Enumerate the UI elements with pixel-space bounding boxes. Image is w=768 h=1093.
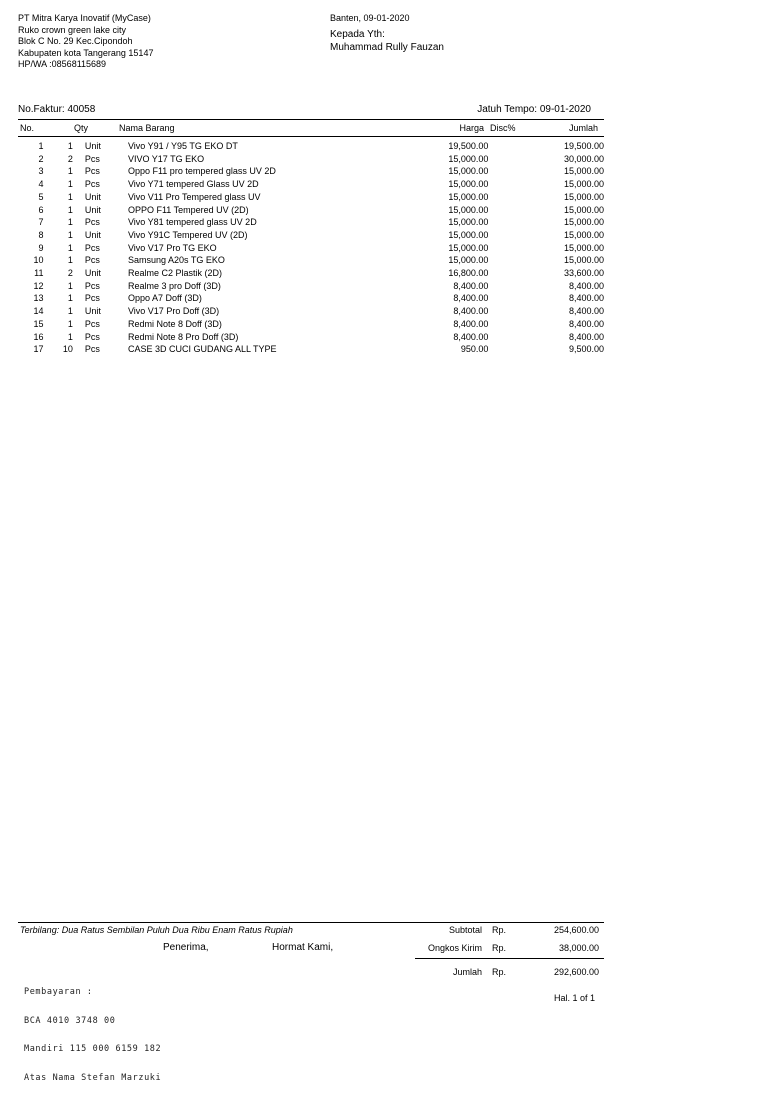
footer-top-rule	[18, 922, 604, 923]
items-table	[18, 140, 604, 356]
item-total: 15,000.00	[563, 255, 604, 266]
item-name: CASE 3D CUCI GUDANG ALL TYPE	[127, 344, 277, 355]
item-total: 15,000.00	[563, 191, 604, 202]
item-disc	[488, 292, 527, 305]
item-qty: 10	[62, 344, 73, 355]
due-date: Jatuh Tempo: 09-01-2020	[477, 104, 591, 115]
item-no: 2	[38, 153, 44, 164]
table-row	[18, 331, 604, 344]
item-no: 3	[38, 166, 44, 177]
item-unit: Unit	[84, 306, 101, 317]
item-price: 16,800.00	[448, 268, 489, 279]
recipient-name: Muhammad Rully Fauzan	[330, 41, 444, 53]
subtotal-value: 254,600.00	[553, 925, 599, 935]
table-row	[18, 242, 604, 255]
item-disc	[488, 216, 527, 229]
item-qty: 1	[67, 280, 73, 291]
subtotal-currency: Rp.	[492, 925, 507, 935]
item-no: 8	[38, 229, 44, 240]
item-no: 13	[33, 293, 44, 304]
item-price: 19,500.00	[448, 141, 489, 151]
column-header-no: No.	[20, 123, 35, 133]
item-price: 8,400.00	[453, 306, 489, 317]
page-number: Hal. 1 of 1	[553, 993, 595, 1003]
shipping-currency: Rp.	[492, 943, 507, 953]
item-disc	[488, 254, 527, 267]
item-qty: 1	[67, 318, 73, 329]
item-name: Redmi Note 8 Doff (3D)	[127, 318, 222, 329]
item-unit: Unit	[84, 141, 101, 151]
item-total: 30,000.00	[563, 153, 604, 164]
item-price: 15,000.00	[448, 204, 489, 215]
invoice-number: No.Faktur: 40058	[18, 104, 96, 115]
table-row	[18, 254, 604, 267]
company-address-line: Blok C No. 29 Kec.Cipondoh	[18, 36, 133, 46]
item-unit: Pcs	[84, 179, 100, 190]
subtotal-label: Subtotal	[448, 925, 482, 935]
item-unit: Pcs	[84, 280, 100, 291]
item-qty: 1	[67, 306, 73, 317]
item-disc	[488, 229, 527, 242]
item-name: Oppo A7 Doff (3D)	[127, 293, 202, 304]
item-disc	[488, 242, 527, 255]
item-no: 4	[38, 179, 44, 190]
total-label: Jumlah	[452, 967, 482, 977]
item-price: 8,400.00	[453, 331, 489, 342]
sender-label: Hormat Kami,	[272, 942, 334, 953]
item-disc	[488, 331, 527, 344]
company-phone: HP/WA :08568115689	[18, 59, 107, 69]
item-price: 8,400.00	[453, 293, 489, 304]
item-qty: 1	[67, 191, 73, 202]
item-name: Vivo V11 Pro Tempered glass UV	[127, 191, 261, 202]
item-unit: Pcs	[84, 217, 100, 228]
column-header-price: Harga	[459, 123, 484, 133]
item-qty: 1	[67, 204, 73, 215]
item-total: 15,000.00	[563, 166, 604, 177]
item-name: Vivo Y71 tempered Glass UV 2D	[127, 179, 259, 190]
item-qty: 1	[67, 331, 73, 342]
shipping-label: Ongkos Kirim	[427, 943, 482, 953]
item-total: 8,400.00	[568, 280, 604, 291]
item-qty: 1	[67, 141, 73, 151]
receiver-label: Penerima,	[163, 942, 209, 953]
item-total: 15,000.00	[563, 204, 604, 215]
column-header-disc: Disc%	[490, 123, 516, 133]
item-no: 11	[34, 268, 44, 279]
column-header-qty: Qty	[74, 123, 89, 133]
table-header-rule	[18, 136, 604, 137]
table-row	[18, 229, 604, 242]
table-top-rule	[18, 119, 604, 120]
item-total: 15,000.00	[563, 179, 604, 190]
table-row	[18, 318, 604, 331]
item-unit: Unit	[84, 204, 101, 215]
item-unit: Pcs	[84, 153, 100, 164]
item-unit: Pcs	[84, 293, 100, 304]
payment-info	[24, 969, 161, 1093]
table-row	[18, 305, 604, 318]
item-total: 33,600.00	[563, 268, 604, 279]
item-qty: 1	[67, 217, 73, 228]
item-unit: Unit	[84, 229, 101, 240]
company-name: PT Mitra Karya Inovatif (MyCase)	[18, 13, 151, 23]
item-unit: Pcs	[84, 318, 100, 329]
item-disc	[488, 153, 527, 166]
item-total: 8,400.00	[568, 318, 604, 329]
item-no: 7	[38, 217, 44, 228]
item-name: Samsung A20s TG EKO	[127, 255, 225, 266]
table-row	[18, 204, 604, 217]
item-total: 8,400.00	[568, 331, 604, 342]
item-disc	[488, 204, 527, 217]
item-price: 8,400.00	[453, 318, 489, 329]
item-qty: 1	[67, 166, 73, 177]
item-total: 19,500.00	[563, 141, 604, 151]
company-info	[18, 13, 153, 71]
item-price: 8,400.00	[453, 280, 489, 291]
item-unit: Pcs	[84, 166, 100, 177]
item-disc	[488, 280, 527, 293]
item-price: 15,000.00	[448, 179, 489, 190]
column-header-total: Jumlah	[568, 123, 598, 133]
item-name: Vivo Y91C Tempered UV (2D)	[127, 229, 248, 240]
item-price: 15,000.00	[448, 153, 489, 164]
table-row	[18, 191, 604, 204]
item-name: VIVO Y17 TG EKO	[127, 153, 205, 164]
item-price: 15,000.00	[448, 166, 489, 177]
item-qty: 1	[67, 179, 73, 190]
company-address-line: Kabupaten kota Tangerang 15147	[18, 47, 154, 58]
item-total: 15,000.00	[563, 242, 604, 253]
item-name: Vivo V17 Pro TG EKO	[127, 242, 217, 253]
total-value: 292,600.00	[553, 967, 599, 977]
item-no: 15	[33, 318, 44, 329]
item-no: 10	[33, 255, 44, 266]
item-no: 14	[33, 306, 44, 317]
item-name: Realme 3 pro Doff (3D)	[127, 280, 221, 291]
item-name: Realme C2 Plastik (2D)	[127, 268, 222, 279]
recipient-label: Kepada Yth:	[330, 28, 385, 40]
item-name: Vivo Y91 / Y95 TG EKO DT	[127, 141, 238, 151]
item-price: 950.00	[460, 344, 489, 355]
table-row	[18, 280, 604, 293]
payment-label: Pembayaran :	[24, 987, 93, 997]
item-total: 8,400.00	[568, 293, 604, 304]
item-name: Oppo F11 pro tempered glass UV 2D	[127, 166, 276, 177]
column-header-name: Nama Barang	[119, 123, 175, 133]
item-name: Vivo Y81 tempered glass UV 2D	[127, 217, 257, 228]
amount-in-words: Terbilang: Dua Ratus Sembilan Puluh Dua Ribu Enam Ratus Rupiah	[20, 925, 293, 935]
item-no: 5	[38, 191, 44, 202]
item-no: 17	[33, 344, 44, 355]
table-row	[18, 153, 604, 166]
item-unit: Unit	[84, 191, 101, 202]
item-unit: Pcs	[84, 344, 100, 355]
item-disc	[488, 191, 527, 204]
item-total: 9,500.00	[568, 344, 604, 355]
payment-bca: BCA 4010 3748 00	[24, 1015, 116, 1026]
item-unit: Unit	[84, 268, 101, 279]
item-qty: 1	[67, 255, 73, 266]
item-disc	[488, 178, 527, 191]
table-row	[18, 140, 604, 153]
item-name: Redmi Note 8 Pro Doff (3D)	[127, 331, 239, 342]
table-row	[18, 165, 604, 178]
item-disc	[488, 140, 527, 153]
item-disc	[488, 343, 527, 356]
item-no: 9	[38, 242, 44, 253]
item-disc	[488, 267, 527, 280]
recipient-info	[330, 13, 444, 54]
shipping-value: 38,000.00	[558, 943, 599, 953]
item-unit: Pcs	[84, 255, 100, 266]
payment-mandiri: Mandiri 115 000 6159 182	[24, 1044, 162, 1054]
item-price: 15,000.00	[448, 255, 489, 266]
item-unit: Pcs	[84, 242, 100, 253]
table-row	[18, 178, 604, 191]
item-qty: 1	[67, 229, 73, 240]
item-no: 1	[38, 141, 44, 151]
item-name: Vivo V17 Pro Doff (3D)	[127, 306, 220, 317]
table-row	[18, 216, 604, 229]
item-disc	[488, 318, 527, 331]
item-no: 6	[38, 204, 44, 215]
item-no: 16	[33, 331, 44, 342]
item-price: 15,000.00	[448, 217, 489, 228]
item-disc	[488, 305, 527, 318]
item-total: 8,400.00	[568, 306, 604, 317]
item-qty: 2	[67, 268, 73, 279]
items-body	[18, 140, 604, 356]
place-date: Banten, 09-01-2020	[330, 13, 410, 23]
item-disc	[488, 165, 527, 178]
item-unit: Pcs	[84, 331, 100, 342]
item-no: 12	[33, 280, 44, 291]
item-qty: 1	[67, 242, 73, 253]
item-price: 15,000.00	[448, 242, 489, 253]
table-row	[18, 267, 604, 280]
table-row	[18, 292, 604, 305]
item-qty: 2	[67, 153, 73, 164]
item-total: 15,000.00	[563, 217, 604, 228]
total-rule	[415, 958, 604, 959]
total-currency: Rp.	[492, 967, 507, 977]
table-row	[18, 343, 604, 356]
item-price: 15,000.00	[448, 229, 489, 240]
item-price: 15,000.00	[448, 191, 489, 202]
company-address-line: Ruko crown green lake city	[18, 24, 127, 35]
item-qty: 1	[67, 293, 73, 304]
item-total: 15,000.00	[563, 229, 604, 240]
payment-account-name: Atas Nama Stefan Marzuki	[24, 1072, 162, 1083]
item-name: OPPO F11 Tempered UV (2D)	[127, 204, 249, 215]
